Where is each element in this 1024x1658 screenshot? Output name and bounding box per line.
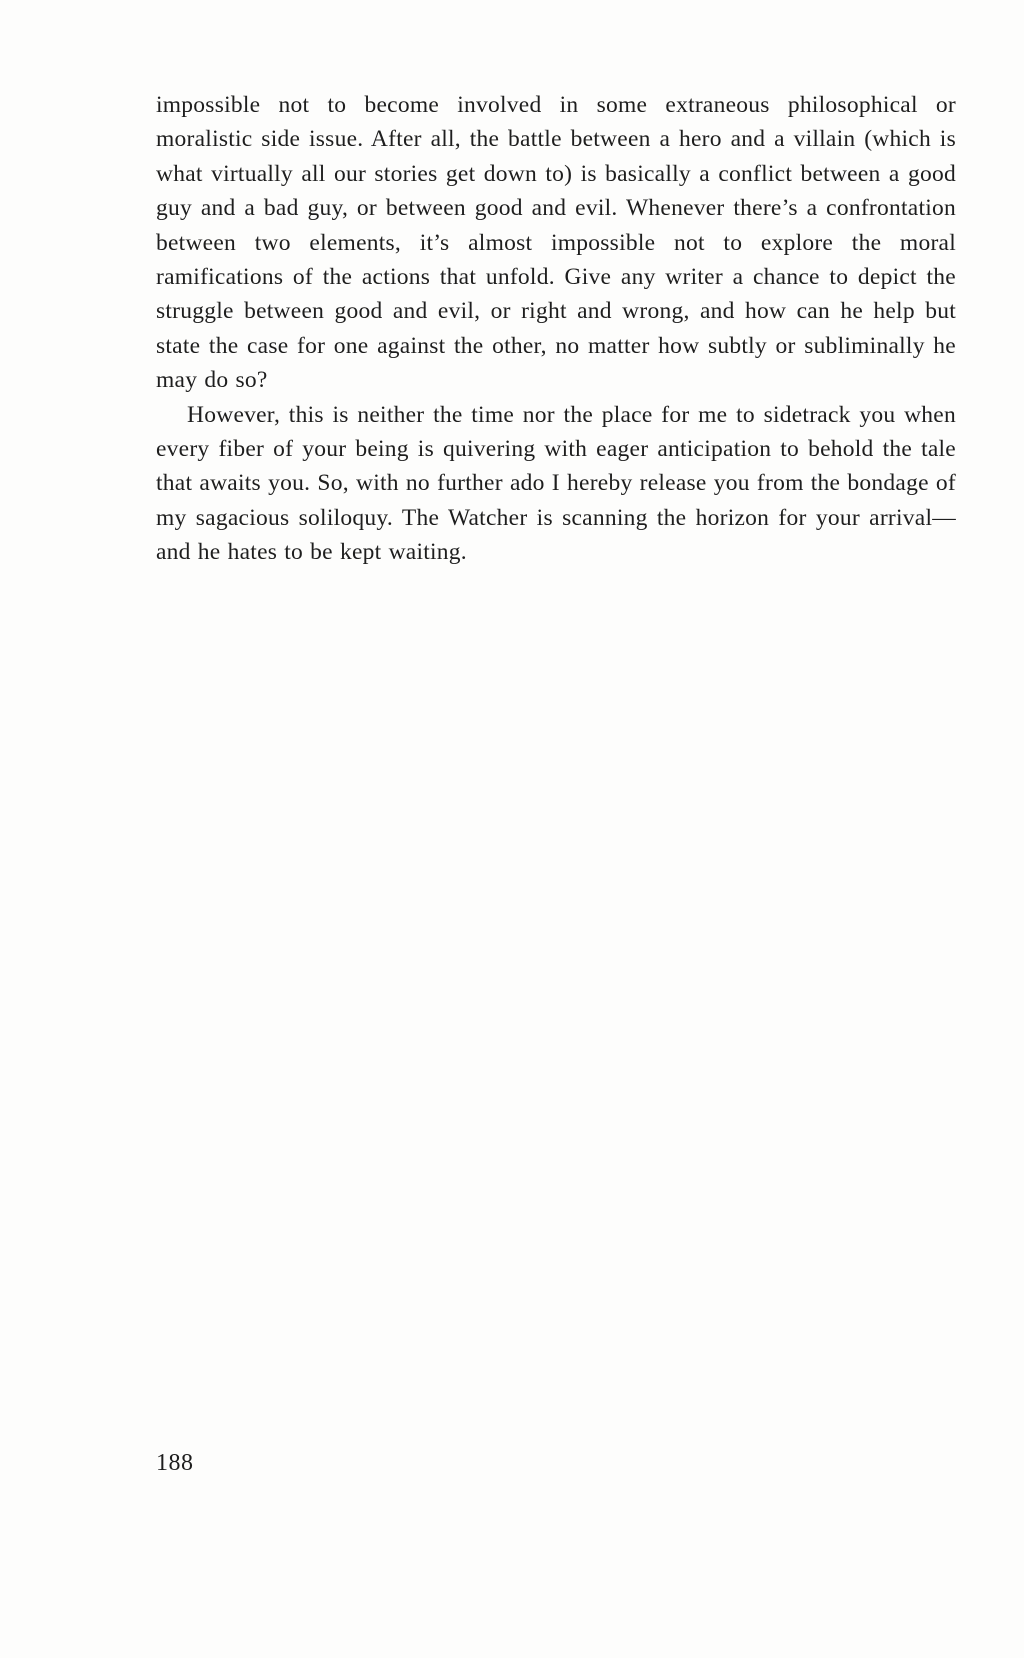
page-number: 188: [156, 1450, 194, 1476]
paragraph: However, this is neither the time nor the place for me to sidetrack you when every fiber of your being is quivering with eager anticipation to behold the tale that awaits you. So, with no further ado I hereby release you from the bondage of my sagacious soliloquy. The Watcher is scanning the horizon for your arrival—and he hates to be kept waiting.: [156, 401, 956, 566]
body-text: [156, 88, 956, 570]
paragraph-continued: impossible not to become involved in some extraneous philosophical or moralistic side issue. After all, the battle between a hero and a villain (which is what virtually all our stories get down to) is basically a conflict between a good guy and a bad guy, or between good and evil. Whenever there’s a confrontation between two elements, it’s almost impossible not to explore the moral ramifications of the actions that unfold. Give any writer a chance to depict the struggle between good and evil, or right and wrong, and how can he help but state the case for one against the other, no matter how subtly or subliminally he may do so?: [156, 92, 956, 394]
